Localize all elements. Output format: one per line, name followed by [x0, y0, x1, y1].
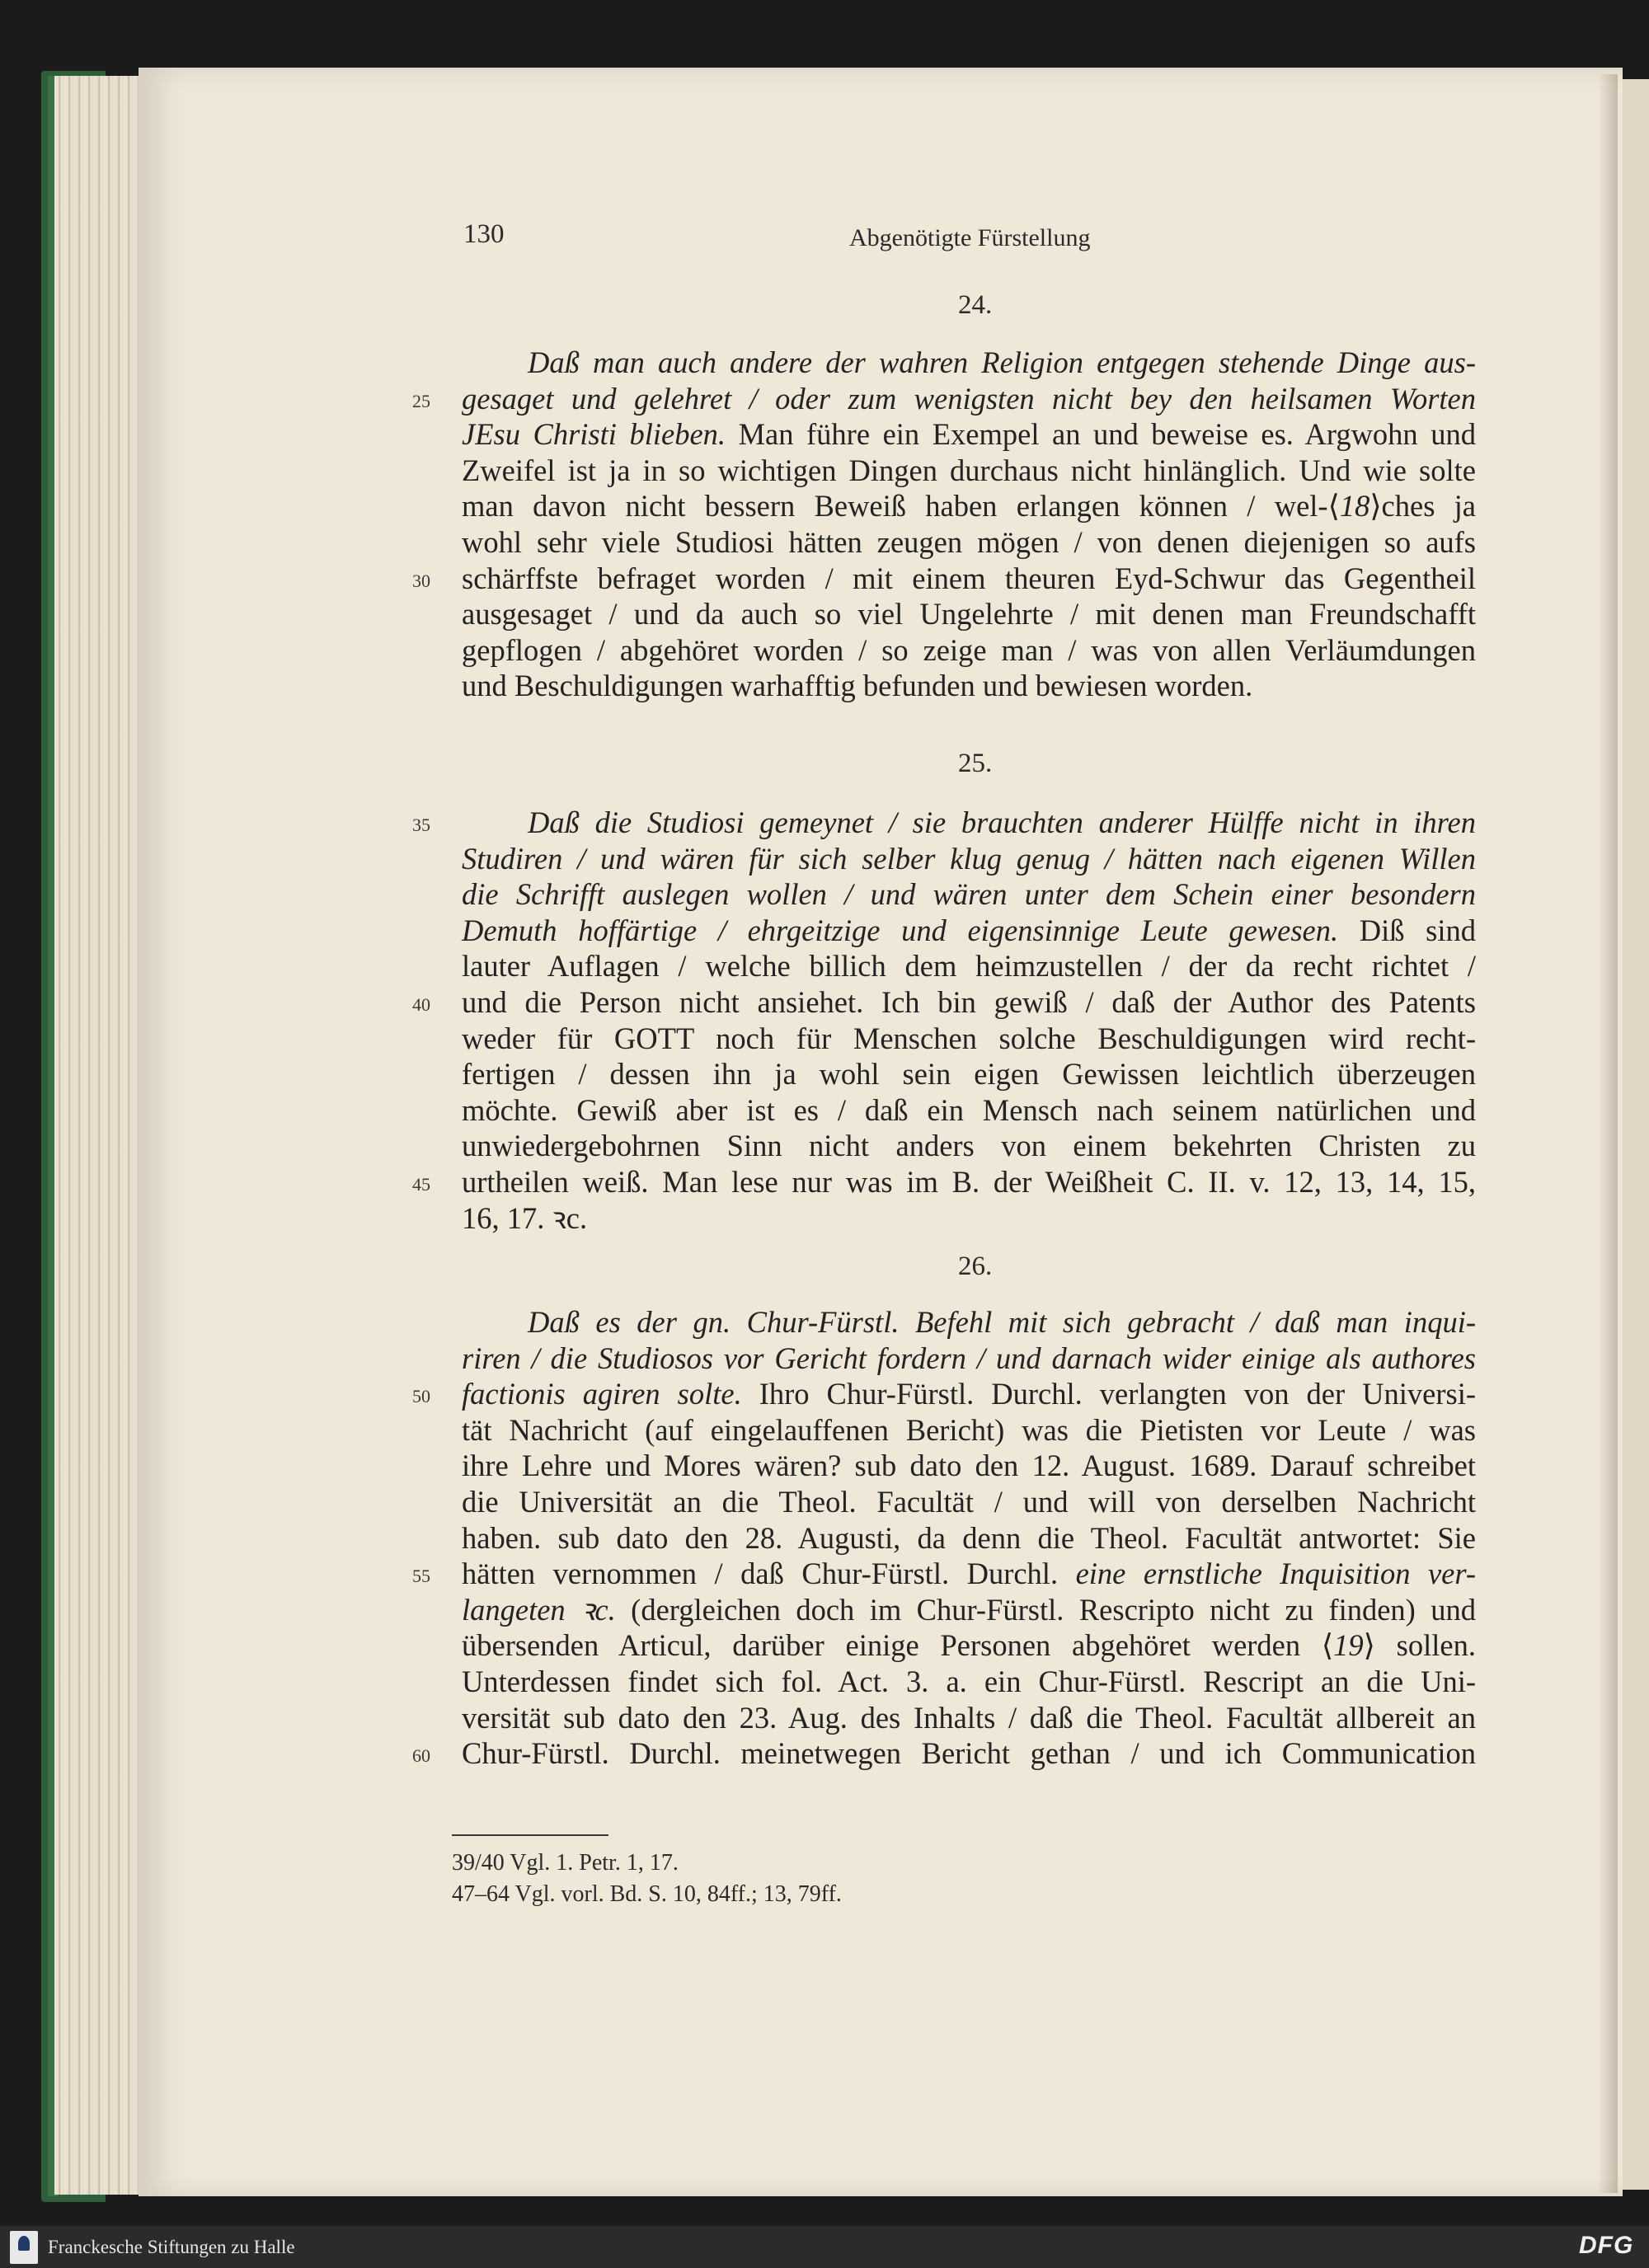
section-number: 25. [958, 749, 993, 778]
italic-run: 19 [1333, 1628, 1364, 1663]
italic-run: Studiren / und wären für sich selber klug genug / hätten nach eigenen Willen [462, 841, 1476, 876]
text-line [462, 1128, 1476, 1164]
text-run: ihre Lehre und Mores wären? sub dato den 12. August. 1689. Darauf schreibet [462, 1449, 1476, 1483]
line-number: 25 [412, 390, 430, 411]
text-run: Unterdessen findet sich fol. Act. 3. a. ein Chur-Fürstl. Rescript an die Uni- [462, 1665, 1476, 1698]
text-line [462, 1627, 1476, 1664]
page-gutter-shadow [1598, 74, 1618, 2193]
text-run: ⟩ches ja [1369, 489, 1477, 524]
text-run: Ihro Chur-Fürstl. Durchl. verlangten von der Universi- [741, 1377, 1476, 1411]
text-line [462, 984, 1476, 1021]
text-run: versität sub dato den 23. Aug. des Inhalts / daß die Theol. Facultät allbereit an [462, 1700, 1476, 1735]
text-run: und die Person nicht ansiehet. Ich bin gewiß / daß der Author des Patents [462, 985, 1476, 1019]
italic-run: 18 [1339, 489, 1370, 524]
institution-name: Franckesche Stiftungen zu Halle [48, 2237, 295, 2257]
line-number: 35 [412, 815, 430, 835]
italic-run: Daß die Studiosi gemeynet / sie brauchten anderer Hülffe nicht in ihren [528, 805, 1476, 839]
text-run: Chur-Fürstl. Durchl. meinetwegen Bericht gethan / und ich Communication [462, 1736, 1476, 1771]
footnote: 39/40 Vgl. 1. Petr. 1, 17. [452, 1850, 679, 1876]
text-line [462, 1376, 1476, 1412]
text-line [462, 1592, 1476, 1628]
text-run: die Universität an die Theol. Facultät / und will von derselben Nachricht [462, 1485, 1476, 1519]
text-line [462, 488, 1476, 524]
text-run: gepflogen / abgehöret worden / so zeige man / was von allen Verläumdungen [462, 632, 1476, 667]
text-line [462, 668, 1476, 704]
text-line [462, 632, 1476, 669]
italic-run: gesaget und gelehret / oder zum wenigsten nicht bey den heilsamen Worten [462, 381, 1476, 416]
text-line [462, 1700, 1476, 1736]
text-run: unwiedergebohrnen Sinn nicht anders von einem bekehrten Christen zu [462, 1129, 1476, 1163]
section-number: 26. [958, 1251, 993, 1281]
footnote-rule [452, 1834, 608, 1836]
line-number: 60 [412, 1745, 430, 1767]
text-line [462, 948, 1476, 984]
text-line [462, 1448, 1476, 1484]
text-line [462, 1092, 1476, 1129]
text-line [462, 1556, 1476, 1592]
line-number: 30 [412, 570, 430, 591]
line-number: 50 [412, 1386, 430, 1407]
text-line [462, 1664, 1476, 1700]
text-line [462, 524, 1476, 561]
text-run: übersenden Articul, darüber einige Personen abgehöret werden ⟨ [462, 1628, 1334, 1663]
text-run: Zweifel ist ja in so wichtigen Dingen durchaus nicht hinlänglich. Und wie solte [462, 453, 1476, 487]
italic-run: eine ernstliche Inquisition ver- [1075, 1557, 1476, 1591]
text-line [528, 1304, 1476, 1341]
text-line [462, 596, 1476, 632]
text-line [462, 381, 1476, 417]
text-line [528, 805, 1476, 841]
text-run: ⟩ sollen. [1363, 1628, 1476, 1663]
text-run: und Beschuldigungen warhafftig befunden und bewiesen worden. [462, 669, 1253, 703]
text-run: urtheilen weiß. Man lese nur was im B. der Weißheit C. II. v. 12, 13, 14, 15, [462, 1165, 1476, 1199]
text-line [462, 1520, 1476, 1557]
text-run: weder für GOTT noch für Menschen solche Beschuldigungen wird recht- [462, 1021, 1476, 1055]
line-number: 45 [412, 1174, 430, 1195]
italic-run: Daß man auch andere der wahren Religion entgegen stehende Dinge aus- [528, 345, 1476, 379]
text-run: Man führe ein Exempel an und beweise es. Argwohn und [726, 417, 1476, 452]
italic-run: riren / die Studiosos vor Gericht fordern / und darnach wider einige als authores [462, 1341, 1476, 1375]
line-number: 40 [412, 994, 430, 1015]
text-line [462, 453, 1476, 489]
text-run: haben. sub dato den 28. Augusti, da denn die Theol. Facultät antwortet: Sie [462, 1520, 1476, 1555]
institution-logo-mark [18, 2236, 30, 2251]
text-line [462, 416, 1476, 453]
text-line [462, 1484, 1476, 1520]
text-run: ausgesaget / und da auch so viel Ungelehrte / mit denen man Freundschafft [462, 597, 1476, 632]
text-run: tät Nachricht (auf eingelauffenen Bericht) was die Pietisten vor Leute / was [462, 1412, 1476, 1447]
text-line [462, 1056, 1476, 1092]
text-run: schärffste befraget worden / mit einem theuren Eyd-Schwur das Gegentheil [462, 561, 1476, 595]
text-line [462, 1341, 1476, 1377]
text-line [462, 561, 1476, 597]
section-number: 24. [958, 290, 993, 320]
text-run: 16, 17. ꝛc. [462, 1200, 588, 1235]
text-run: lauter Auflagen / welche billich dem heimzustellen / der da recht richtet / [462, 949, 1476, 984]
text-line [528, 345, 1476, 381]
text-line [462, 1200, 1476, 1237]
text-run: hätten vernommen / daß Chur-Fürstl. Durchl. [462, 1557, 1076, 1591]
text-run: (dergleichen doch im Chur-Fürstl. Rescripto nicht zu finden) und [615, 1592, 1476, 1627]
italic-run: Daß es der gn. Chur-Fürstl. Befehl mit sich gebracht / daß man inqui- [528, 1305, 1476, 1339]
line-number: 55 [412, 1566, 430, 1587]
running-title: Abgenötigte Fürstellung [849, 224, 1091, 251]
text-line [462, 913, 1476, 949]
page-number: 130 [463, 219, 505, 249]
text-run: man davon nicht bessern Beweiß haben erlangen können / wel-⟨ [462, 489, 1340, 524]
text-line [462, 876, 1476, 913]
text-run: Diß sind [1338, 913, 1476, 947]
italic-run: JEsu Christi blieben. [462, 417, 726, 452]
text-run: fertigen / dessen ihn ja wohl sein eigen Gewissen leichtlich überzeugen [462, 1057, 1476, 1092]
text-line [462, 1412, 1476, 1449]
text-line [462, 1735, 1476, 1772]
text-run: möchte. Gewiß aber ist es / daß ein Mensch nach seinem natürlichen und [462, 1092, 1476, 1127]
italic-run: die Schrifft auslegen wollen / und wären unter dem Schein einer besondern [462, 877, 1476, 912]
text-line [462, 1021, 1476, 1057]
text-run: wohl sehr viele Studiosi hätten zeugen mögen / von denen diejenigen so aufs [462, 525, 1476, 559]
dfg-logo: DFG [1579, 2232, 1634, 2259]
italic-run: factionis agiren solte. [462, 1377, 742, 1411]
footnote: 47–64 Vgl. vorl. Bd. S. 10, 84ff.; 13, 79ff. [452, 1881, 842, 1907]
italic-run: langeten ꝛc. [462, 1592, 616, 1627]
italic-run: Demuth hoffärtige / ehrgeitzige und eigensinnige Leute gewesen. [462, 913, 1339, 947]
text-line [462, 841, 1476, 877]
text-line [462, 1164, 1476, 1200]
